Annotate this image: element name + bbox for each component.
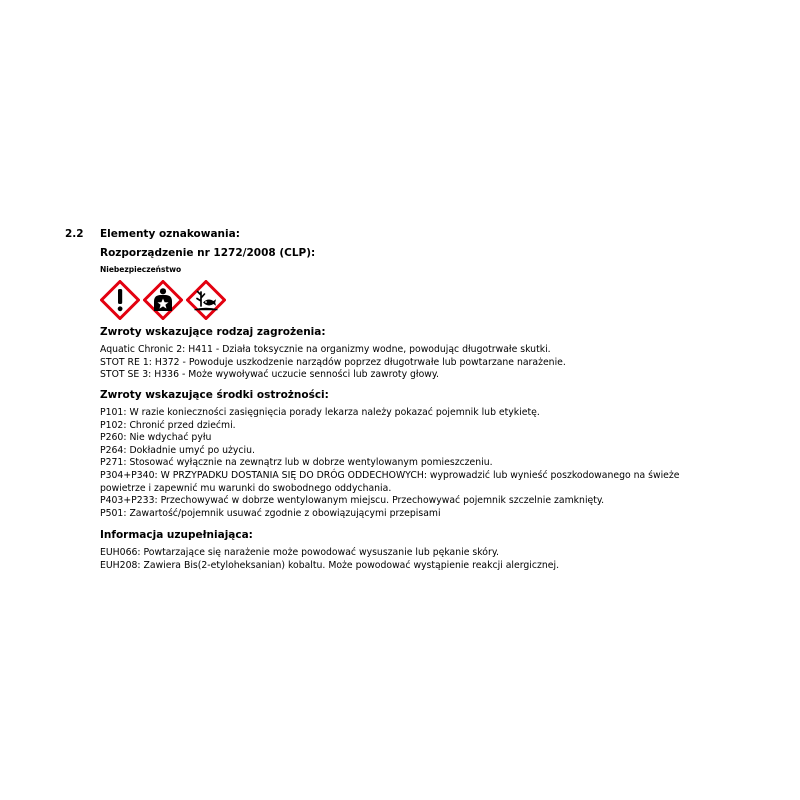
section-number: 2.2 [65,228,84,240]
precautionary-statement: P102: Chronić przed dziećmi. [100,419,236,431]
precautionary-statement: P264: Dokładnie umyć po użyciu. [100,444,255,456]
ghs07-exclamation-icon [100,280,140,320]
precautionary-statement: P304+P340: W PRZYPADKU DOSTANIA SIĘ DO DRÓG ODDECHOWYCH: wyprowadzić lub wynieść poszkodowanego na świeże [100,469,680,481]
supplemental-information-section [100,528,750,572]
hazard-statement: Aquatic Chronic 2: H411 - Działa toksycznie na organizmy wodne, powodując długotrwałe skutki. [100,344,551,355]
hazard-statement: STOT RE 1: H372 - Powoduje uszkodzenie narządów poprzez długotrwałe lub powtarzane narażenie. [100,356,566,368]
precautionary-statement: powietrze i zapewnić mu warunki do swobodnego oddychania. [100,482,392,494]
supplemental-statement: EUH208: Zawiera Bis(2-etyloheksanian) kobaltu. Może powodować wystąpienie reakcji alergicznej. [100,559,560,571]
precautionary-statements-heading: Zwroty wskazujące środki ostrożności: [100,389,329,401]
hazard-statement: STOT SE 3: H336 - Może wywoływać uczucie senności lub zawroty głowy. [100,369,439,381]
precautionary-statement: P260: Nie wdychać pyłu [100,432,212,444]
precautionary-statement: P271: Stosować wyłącznie na zewnątrz lub w dobrze wentylowanym pomieszczeniu. [100,457,493,469]
supplemental-information-list [100,547,750,572]
hazard-statements-list [100,344,750,382]
hazard-statements-heading: Zwroty wskazujące rodzaj zagrożenia: [100,326,326,338]
precautionary-statement: P501: Zawartość/pojemnik usuwać zgodnie z obowiązującymi przepisami [100,507,441,519]
precautionary-statement: P101: W razie konieczności zasięgnięcia porady lekarza należy pokazać pojemnik lub etykietę. [100,407,540,418]
regulation-heading: Rozporządzenie nr 1272/2008 (CLP): [100,247,316,259]
section-title: Elementy oznakowania: [100,228,240,240]
supplemental-statement: EUH066: Powtarzające się narażenie może powodować wysuszanie lub pękanie skóry. [100,547,499,558]
signal-word: Niebezpieczeństwo [100,265,182,274]
ghs08-health-hazard-icon [143,280,183,320]
ghs09-environment-icon [186,280,226,320]
precautionary-statements-section [100,388,750,520]
supplemental-information-heading: Informacja uzupełniająca: [100,529,253,541]
precautionary-statements-list [100,407,750,520]
precautionary-statement: P403+P233: Przechowywać w dobrze wentylowanym miejscu. Przechowywać pojemnik szczelnie zamknięty. [100,495,605,507]
ghs-pictograms [100,280,226,320]
hazard-statements-section [100,325,750,382]
